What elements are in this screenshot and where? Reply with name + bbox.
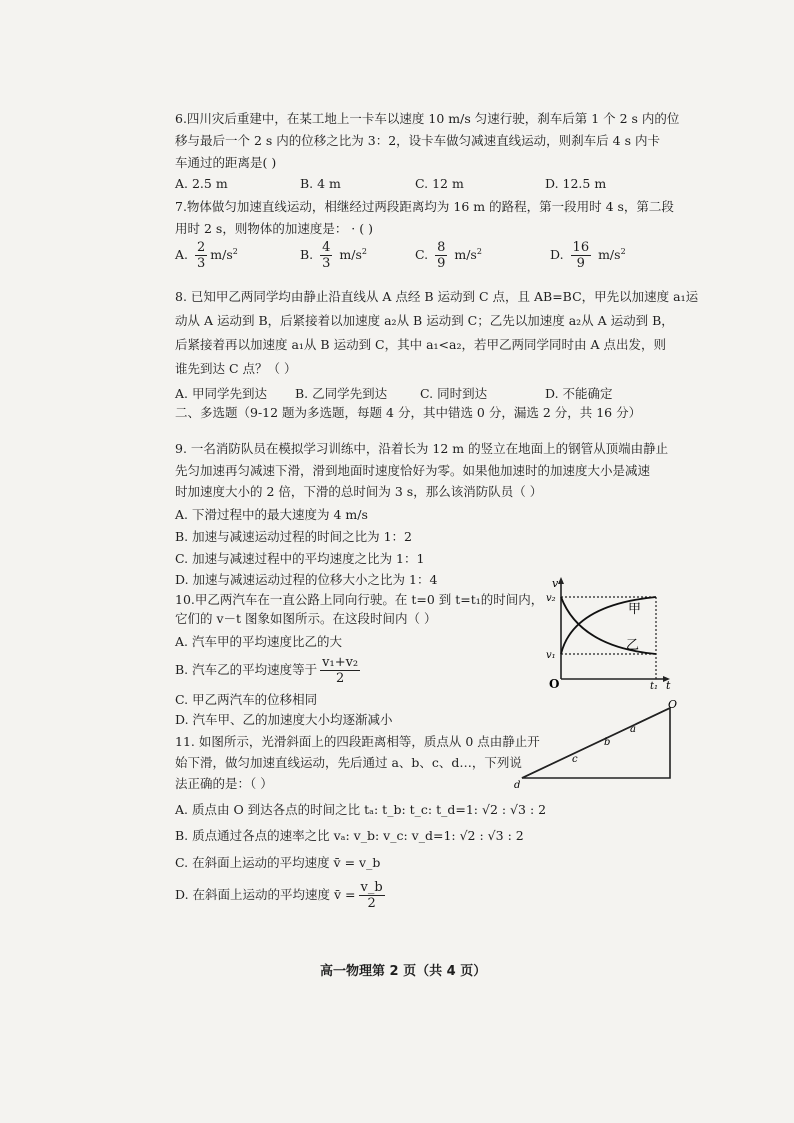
q9-line-2: 先匀加速再匀减速下滑，滑到地面时速度恰好为零。如果他加速时的加速度大小是减速 [175, 463, 651, 478]
q10-option-a: A. 汽车甲的平均速度比乙的大 [175, 634, 342, 649]
q9-option-a: A. 下滑过程中的最大速度为 4 m/s [175, 507, 368, 522]
q11-option-a: A. 质点由 O 到达各点的时间之比 tₐ: t_b: t_c: t_d=1: √2 : √3 : 2 [175, 802, 547, 817]
q8-line-3: 后紧接着再以加速度 a₁从 B 运动到 C，其中 a₁<a₂，若甲乙两同学同时由 A 点出发，则 [175, 337, 666, 352]
point-o-label: O [668, 700, 678, 711]
q10-option-d: D. 汽车甲、乙的加速度大小均逐渐减小 [175, 712, 393, 727]
page-footer: 高一物理第 2 页（共 4 页） [320, 964, 487, 979]
q8-line-1: 8. 已知甲乙两同学均由静止沿直线从 A 点经 B 运动到 C 点，且 AB=BC，甲先以加速度 a₁运 [175, 289, 699, 304]
q11-option-d: D. 在斜面上运动的平均速度 v̄ = $\frac{v\_b}{2}$ [175, 880, 383, 911]
q11-option-c: C. 在斜面上运动的平均速度 v̄ = v_b [175, 855, 381, 870]
q9-line-1: 9. 一名消防队员在模拟学习训练中，沿着长为 12 m 的竖立在地面上的钢管从顶端由静止 [175, 441, 669, 456]
q7-option-d: D. $\frac{16}{9}$ $m/s^2$ [550, 240, 626, 271]
q6-option-c: C. 12 m [415, 176, 464, 191]
t1-label: t₁ [650, 681, 659, 690]
q6-option-b: B. 4 m [300, 176, 341, 191]
q7-line-1: 7.物体做匀加速直线运动，相继经过两段距离均为 16 m 的路程，第一段用时 4 s，第二段 [175, 199, 674, 214]
point-c-label: c [572, 754, 578, 765]
vt-graph [538, 575, 673, 690]
jia-label: 甲 [628, 602, 642, 617]
q9-option-d: D. 加速与减速运动过程的位移大小之比为 1：4 [175, 572, 438, 587]
q11-option-b: B. 质点通过各点的速率之比 vₐ: v_b: v_c: v_d=1: √2 : √3 : 2 [175, 828, 524, 843]
point-b-label: b [604, 737, 611, 748]
point-a-label: a [630, 724, 636, 735]
q6-line-2: 移与最后一个 2 s 内的位移之比为 3：2，设卡车做匀减速直线运动，则刹车后 4 s 内卡 [175, 133, 660, 148]
incline-surface [522, 708, 670, 778]
q11-line-2: 始下滑，做匀加速直线运动，先后通过 a、b、c、d…，下列说 [175, 755, 522, 770]
q8-option-d: D. 不能确定 [545, 386, 613, 401]
curve-jia [561, 597, 656, 654]
q7-option-b: B. $\frac{4}{3}$ $m/s^2$ [300, 240, 367, 271]
q11-line-3: 法正确的是：（ ） [175, 776, 273, 791]
section-2-heading: 二、多选题（9-12 题为多选题，每题 4 分，其中错选 0 分，漏选 2 分，共 16 分） [175, 405, 642, 420]
q8-option-c: C. 同时到达 [420, 386, 488, 401]
v-axis-label: v [552, 577, 559, 590]
q6-line-3: 车通过的距离是( ) [175, 155, 277, 170]
v1-label: v₁ [546, 650, 556, 661]
q10-line-1: 10.甲乙两汽车在一直公路上同向行驶。在 t=0 到 t=t₁的时间内， [175, 592, 544, 607]
q7-line-2: 用时 2 s，则物体的加速度是： · ( ) [175, 221, 373, 236]
incline-figure [512, 700, 692, 790]
q9-line-3: 时加速度大小的 2 倍，下滑的总时间为 3 s，那么该消防队员（ ） [175, 484, 543, 499]
q11-line-1: 11. 如图所示，光滑斜面上的四段距离相等，质点从 0 点由静止开 [175, 734, 540, 749]
curve-yi [561, 597, 656, 654]
q9-option-b: B. 加速与减速运动过程的时间之比为 1：2 [175, 529, 413, 544]
q6-option-d: D. 12.5 m [545, 176, 607, 191]
t-axis-label: t [666, 679, 671, 690]
q10-line-2: 它们的 v－t 图象如图所示。在这段时间内（ ） [175, 611, 437, 626]
q10-option-c: C. 甲乙两汽车的位移相同 [175, 692, 318, 707]
q9-option-c: C. 加速与减速过程中的平均速度之比为 1：1 [175, 551, 425, 566]
q10-option-b: B. 汽车乙的平均速度等于 $\frac{\text{v₁+v₂}}{2}$ [175, 655, 359, 686]
origin-label: O [549, 677, 560, 690]
q8-line-4: 谁先到达 C 点？（ ） [175, 361, 297, 376]
q7-option-a: A. $\frac{2}{3}$ $m/s^2$ [175, 240, 238, 271]
yi-label: 乙 [626, 638, 640, 653]
v-axis-arrow [558, 577, 564, 584]
q6-line-1: 6.四川灾后重建中，在某工地上一卡车以速度 10 m/s 匀速行驶，刹车后第 1 个 2 s 内的位 [175, 111, 680, 126]
point-d-label: d [514, 780, 521, 790]
q7-option-c: C. $\frac{8}{9}$ $m/s^2$ [415, 240, 482, 271]
q8-line-2: 动从 A 运动到 B，后紧接着以加速度 a₂从 B 运动到 C；乙先以加速度 a₂从 A 运动到 B， [175, 313, 674, 328]
q8-option-b: B. 乙同学先到达 [295, 386, 388, 401]
q6-option-a: A. 2.5 m [175, 176, 228, 191]
v2-label: v₂ [546, 593, 556, 604]
q8-option-a: A. 甲同学先到达 [175, 386, 267, 401]
